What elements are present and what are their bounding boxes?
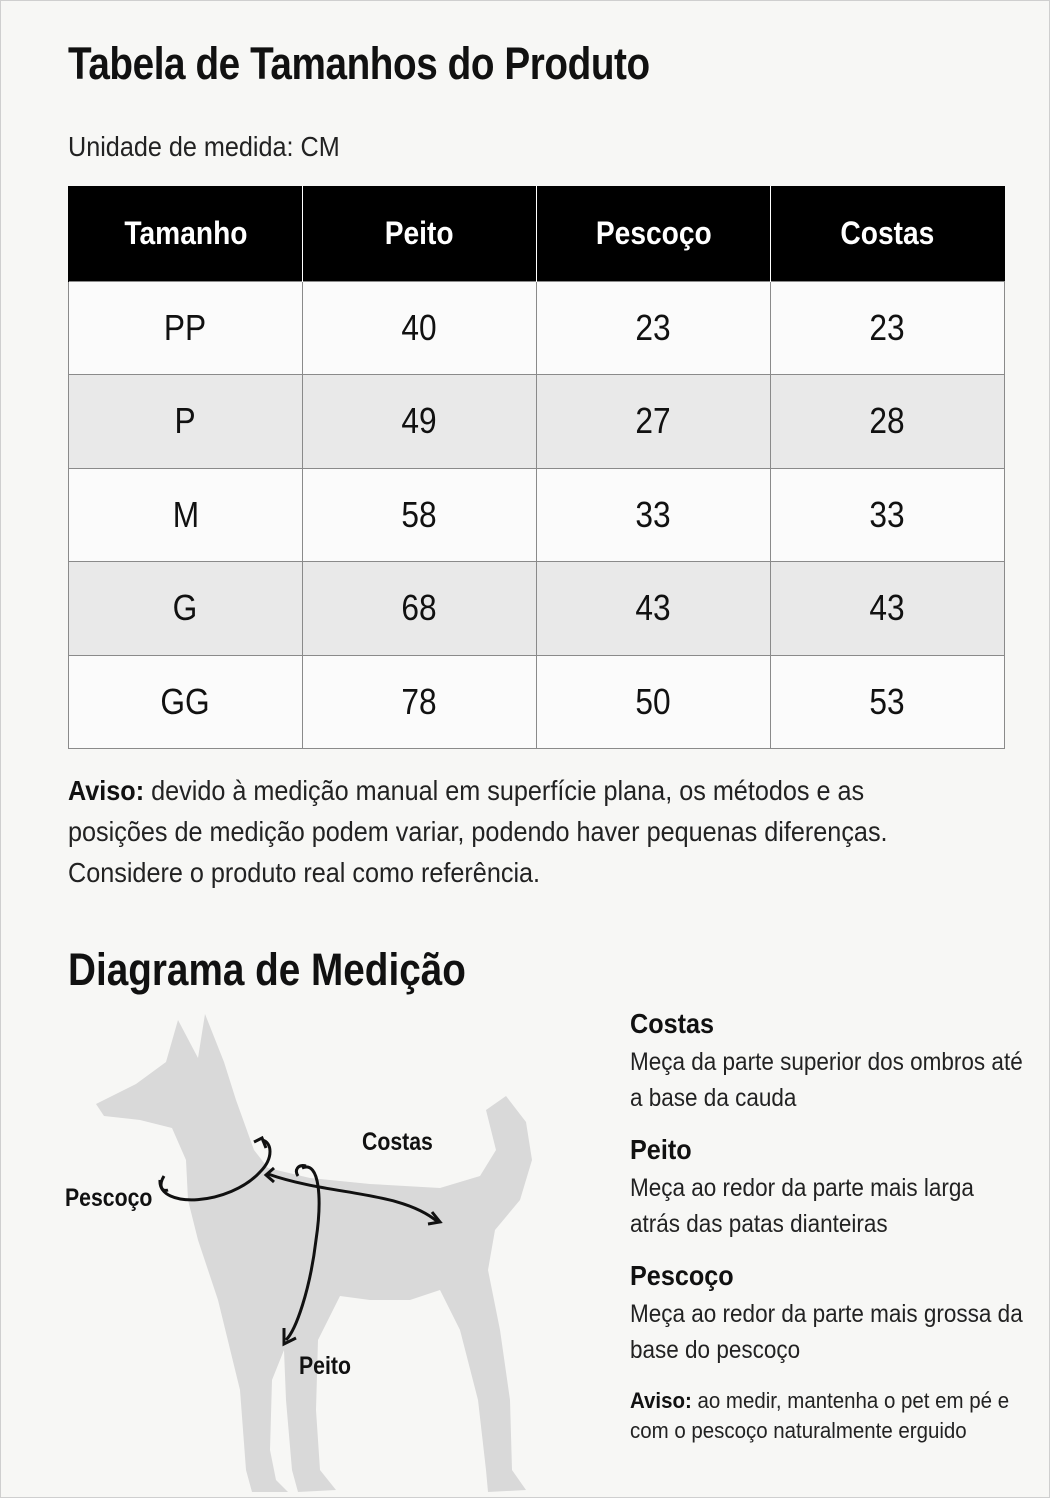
table-cell: 50 <box>537 655 771 749</box>
table-row <box>69 281 1005 375</box>
table-cell: 49 <box>303 375 537 469</box>
header-chest: Peito <box>303 186 537 281</box>
legend-text: Meça ao redor da parte mais grossa da base do pescoço <box>630 1300 1023 1364</box>
table-cell: 40 <box>303 281 537 375</box>
unit-label: Unidade de medida: CM <box>68 131 340 162</box>
table-header-row <box>69 186 1005 281</box>
notice-label: Aviso: <box>68 775 145 806</box>
table-cell: M <box>69 468 303 562</box>
table-cell: 78 <box>303 655 537 749</box>
legend-title: Pescoço <box>630 1260 734 1291</box>
measurement-notice <box>68 770 932 893</box>
chest-arrow-tail <box>296 1166 306 1176</box>
table-cell: P <box>69 375 303 469</box>
legend-text: Meça da parte superior dos ombros até a base da cauda <box>630 1048 1023 1112</box>
table-row <box>69 468 1005 562</box>
table-cell: 33 <box>537 468 771 562</box>
table-row <box>69 375 1005 469</box>
table-cell: G <box>69 562 303 656</box>
table-cell: 68 <box>303 562 537 656</box>
table-cell: 43 <box>771 562 1005 656</box>
table-cell: GG <box>69 655 303 749</box>
diagram-title: Diagrama de Medição <box>68 944 466 995</box>
table-cell: PP <box>69 281 303 375</box>
measurement-legend <box>630 1008 1040 1446</box>
size-table <box>68 186 1005 749</box>
header-back: Costas <box>771 186 1005 281</box>
dog-diagram <box>40 1000 600 1498</box>
neck-arrow-tail <box>161 1176 168 1190</box>
legend-title: Peito <box>630 1134 692 1165</box>
table-row <box>69 562 1005 656</box>
legend-notice <box>630 1386 1011 1446</box>
neck-arrow-head <box>254 1138 266 1148</box>
legend-notice-label: Aviso: <box>630 1388 692 1413</box>
legend-item-back <box>630 1008 1040 1116</box>
notice-text: devido à medição manual em superfície plana, os métodos e as posições de medição podem variar, podendo haver pequenas diferenças. Considere o produto real como referência. <box>68 775 888 888</box>
header-size: Tamanho <box>69 186 303 281</box>
page-title: Tabela de Tamanhos do Produto <box>68 38 650 89</box>
table-cell: 27 <box>537 375 771 469</box>
legend-notice-text: ao medir, mantenha o pet em pé e com o pescoço naturalmente erguido <box>630 1388 1010 1443</box>
legend-title: Costas <box>630 1008 715 1039</box>
legend-item-neck <box>630 1260 1040 1368</box>
table-row <box>69 655 1005 749</box>
legend-item-chest <box>630 1134 1040 1242</box>
table-cell: 23 <box>537 281 771 375</box>
table-cell: 58 <box>303 468 537 562</box>
legend-text: Meça ao redor da parte mais larga atrás das patas dianteiras <box>630 1174 974 1238</box>
table-cell: 28 <box>771 375 1005 469</box>
neck-label: Pescoço <box>65 1184 153 1212</box>
table-cell: 43 <box>537 562 771 656</box>
header-neck: Pescoço <box>537 186 771 281</box>
chest-label: Peito <box>299 1352 351 1380</box>
table-cell: 53 <box>771 655 1005 749</box>
table-cell: 33 <box>771 468 1005 562</box>
table-cell: 23 <box>771 281 1005 375</box>
back-label: Costas <box>362 1128 433 1156</box>
